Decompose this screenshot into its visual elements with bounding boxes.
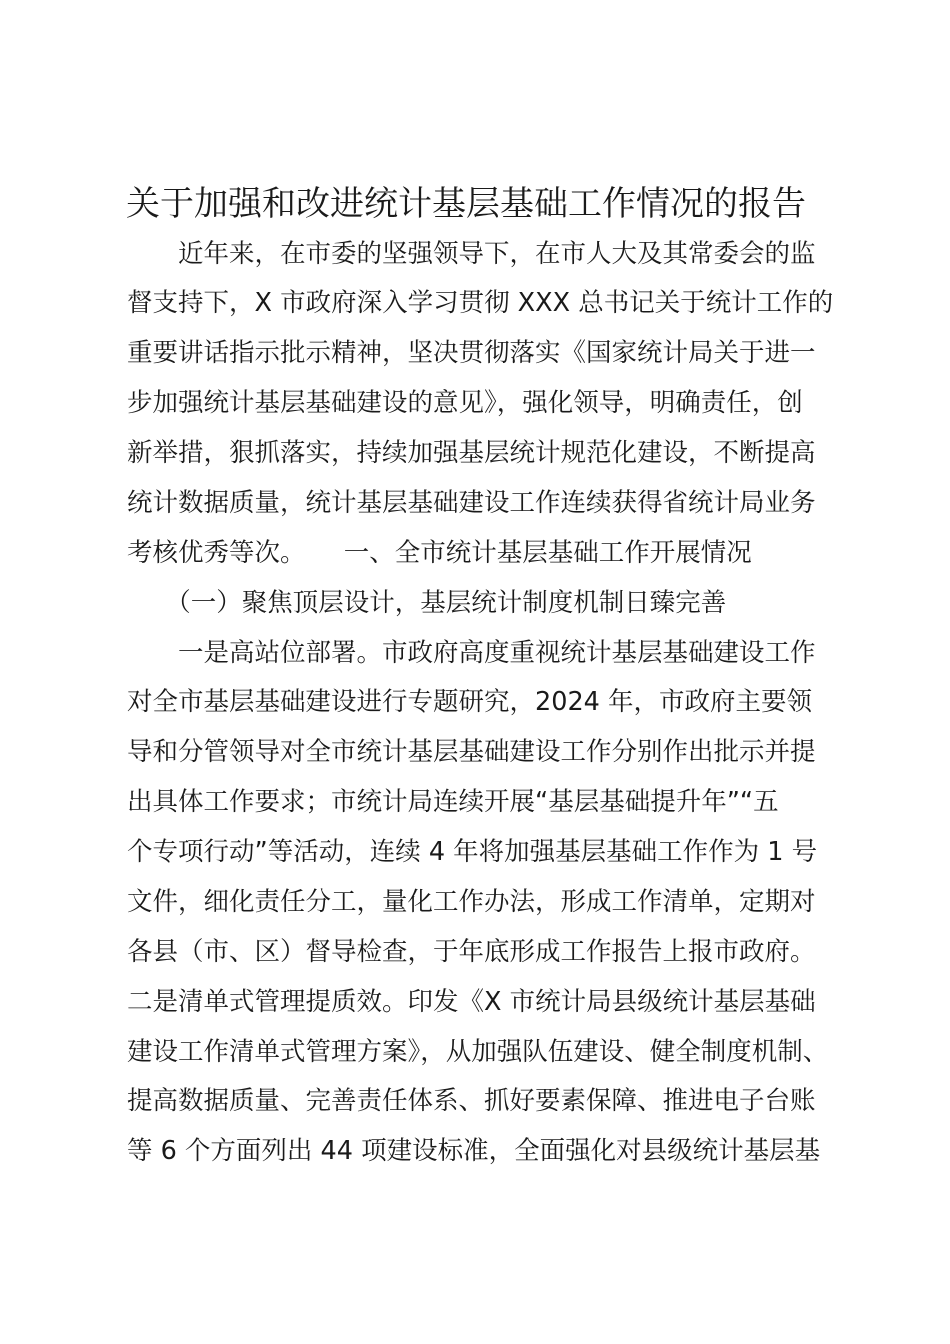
- text-line: 近年来，在市委的坚强领导下，在市人大及其常委会的监: [127, 239, 816, 269]
- text-line: 提高数据质量、完善责任体系、抓好要素保障、推进电子台账: [127, 1086, 816, 1116]
- text-line: 步加强统计基层基础建设的意见》，强化领导，明确责任，创: [127, 388, 803, 418]
- text-line: 建设工作清单式管理方案》，从加强队伍建设、健全制度机制、: [127, 1037, 829, 1067]
- text-line: 出具体工作要求；市统计局连续开展“基层基础提升年”“五: [127, 787, 779, 817]
- text-line: 文件，细化责任分工，量化工作办法，形成工作清单，定期对: [127, 887, 816, 917]
- text-line: 督支持下，X 市政府深入学习贯彻 XXX 总书记关于统计工作的: [127, 288, 834, 318]
- text-line: （一）聚焦顶层设计，基层统计制度机制日臻完善: [127, 588, 727, 618]
- document-title: 关于加强和改进统计基层基础工作情况的报告: [126, 184, 806, 224]
- text-line: 一是高站位部署。市政府高度重视统计基层基础建设工作: [127, 638, 816, 668]
- text-line: 新举措，狠抓落实，持续加强基层统计规范化建设，不断提高: [127, 438, 816, 468]
- text-line: 等 6 个方面列出 44 项建设标准，全面强化对县级统计基层基: [127, 1136, 821, 1166]
- text-line: 二是清单式管理提质效。印发《X 市统计局县级统计基层基础: [127, 987, 816, 1017]
- text-line: 重要讲话指示批示精神，坚决贯彻落实《国家统计局关于进一: [127, 338, 816, 368]
- text-line: 对全市基层基础建设进行专题研究，2024 年，市政府主要领: [127, 687, 813, 717]
- text-line: 各县（市、区）督导检查，于年底形成工作报告上报市政府。: [127, 937, 816, 967]
- text-line: 考核优秀等次。 一、全市统计基层基础工作开展情况: [127, 538, 752, 568]
- text-line: 统计数据质量，统计基层基础建设工作连续获得省统计局业务: [127, 488, 816, 518]
- text-line: 个专项行动”等活动，连续 4 年将加强基层基础工作作为 1 号: [127, 837, 818, 867]
- text-line: 导和分管领导对全市统计基层基础建设工作分别作出批示并提: [127, 737, 816, 767]
